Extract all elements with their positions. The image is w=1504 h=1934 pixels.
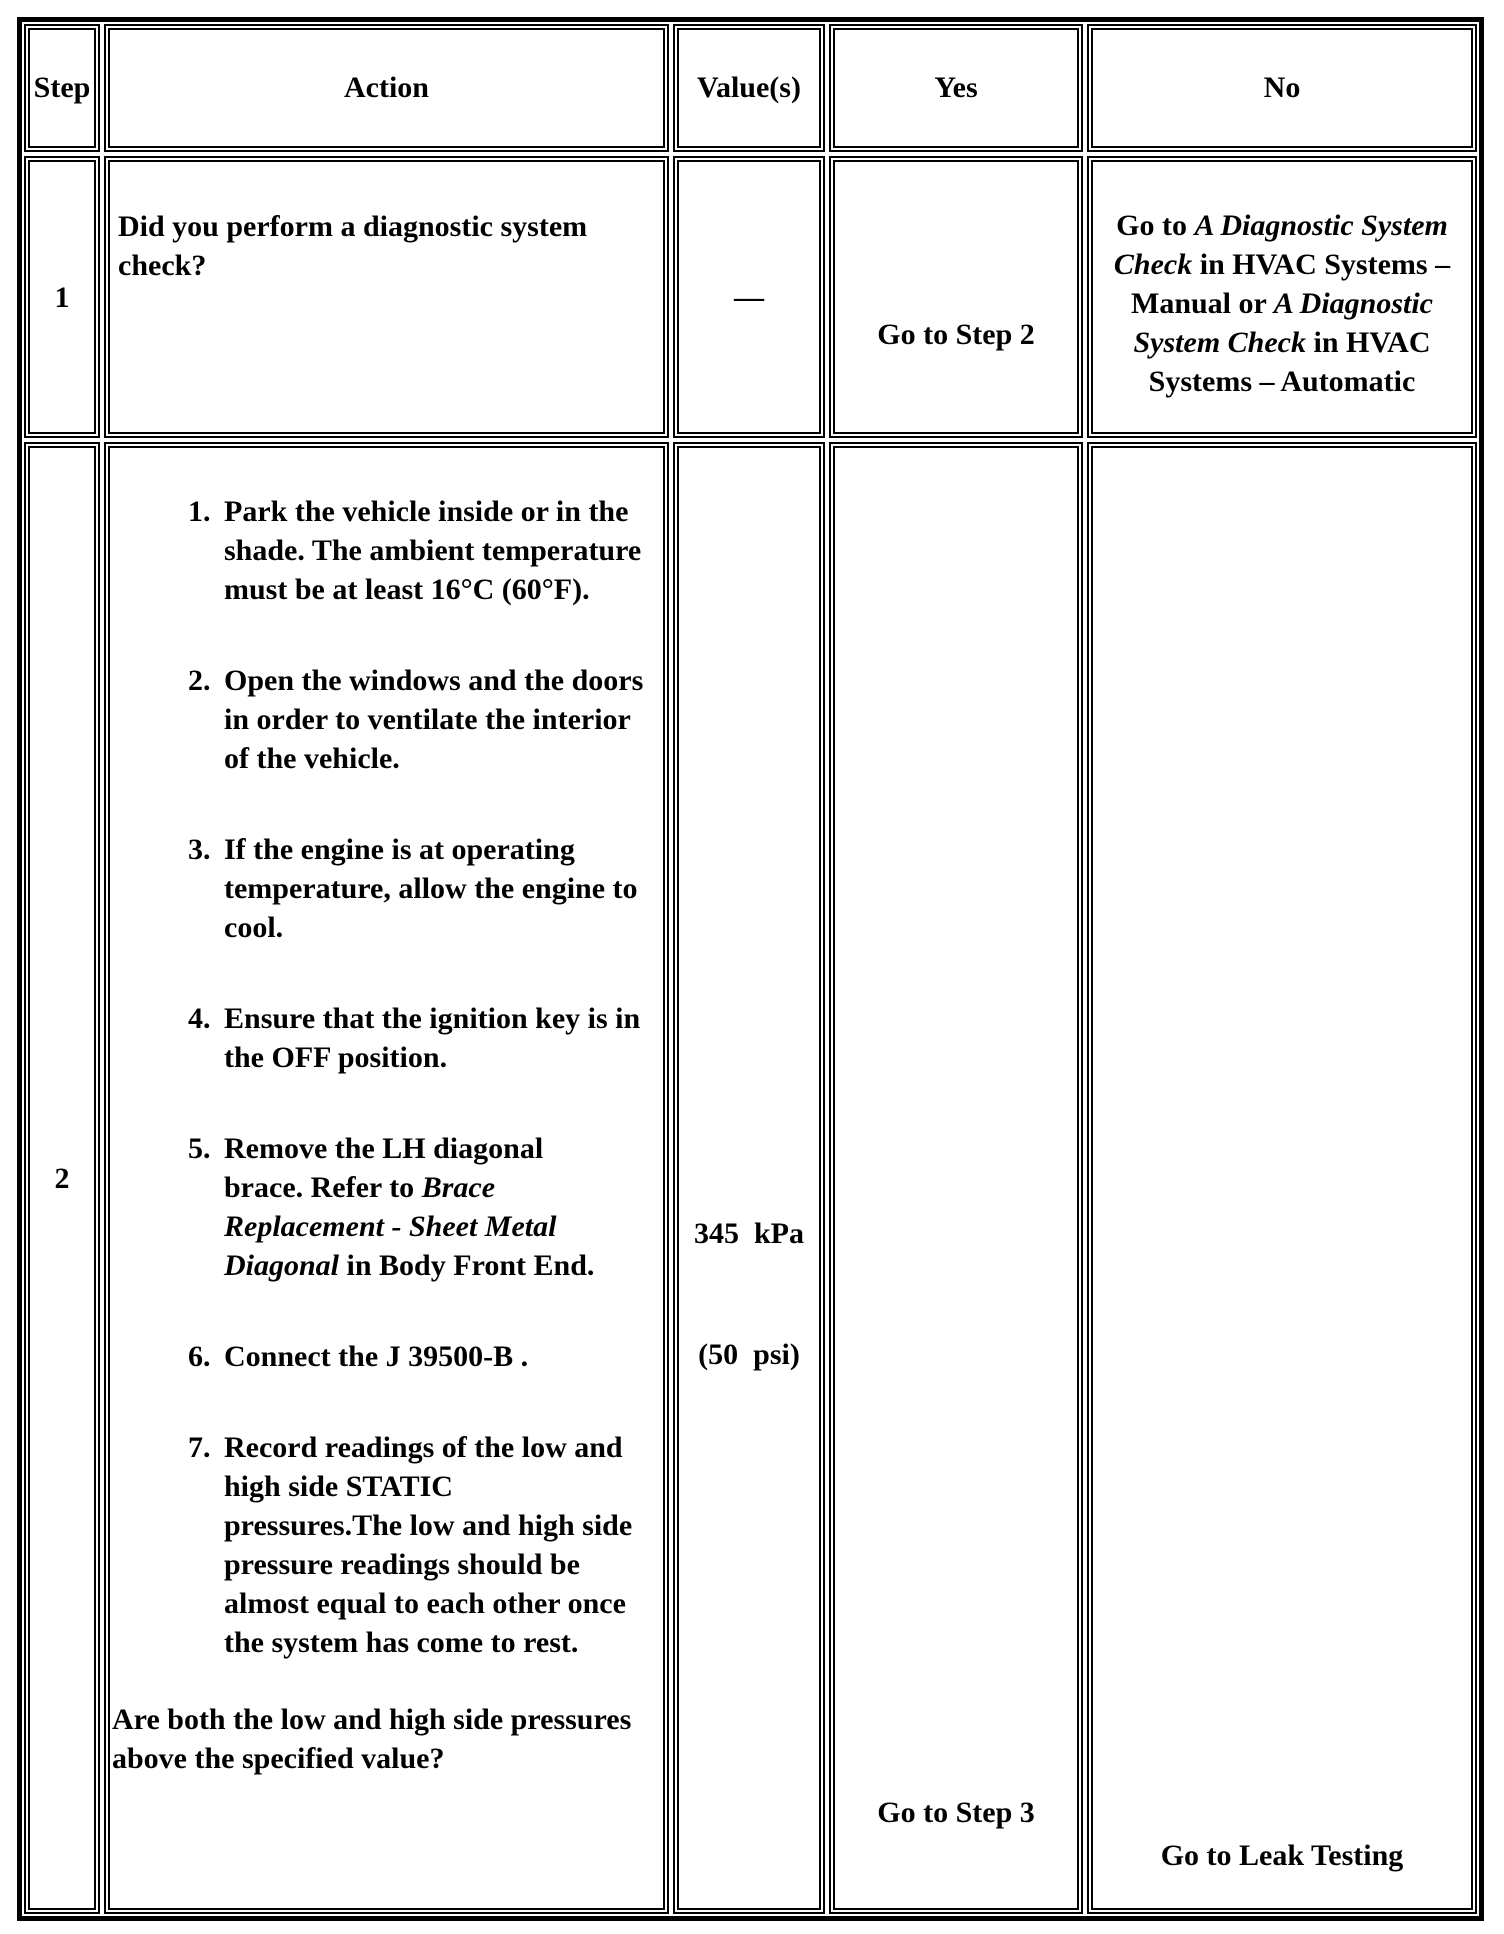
row2-step-number: 2 [54,1161,70,1195]
step-number: 1. [188,495,211,528]
leak-testing-link[interactable]: Go to Leak Testing [1160,1839,1404,1872]
header-yes-label: Yes [934,71,978,104]
value-kpa: 345 kPa [693,1217,804,1250]
diagnostic-system-check-link[interactable]: A Diagnostic System Check [1113,209,1448,281]
diagnostic-system-check-link[interactable]: A Diagnostic System Check [1133,287,1433,359]
procedure-step [188,492,654,609]
row1-yes-link[interactable]: Go to Step 2 [877,318,1035,351]
step-text: Park the vehicle inside or in the shade. The ambient temperature must be at least 16°C (60°F). [224,495,642,606]
row2-yes [829,442,1083,1914]
procedure-step [188,1129,624,1285]
row1-action-text: Did you perform a diagnostic system check? [118,210,588,282]
row2-step [24,442,100,1914]
step-number: 5. [188,1132,211,1165]
step-text: Open the windows and the doors in order to ventilate the interior of the vehicle. [224,664,644,775]
step-number: 3. [188,833,211,866]
row1-step-number: 1 [54,280,70,314]
row1-value-text: — [734,280,764,314]
row1-step [24,156,100,438]
header-yes [829,24,1083,152]
row2-no [1087,442,1477,1914]
step-text: Ensure that the ignition key is in the OFF position. [224,1002,641,1074]
step-text: Connect the J 39500-B . [224,1340,529,1373]
step-number: 2. [188,664,211,697]
header-action-label: Action [344,71,429,104]
procedure-step [188,1428,634,1662]
row2-value [673,442,825,1914]
header-step-label: Step [33,71,91,104]
row1-no-text-1: Go to [1116,209,1195,242]
header-step [24,24,100,152]
step-text: If the engine is at operating temperature, allow the engine to cool. [224,833,638,944]
row2-action [104,442,669,1914]
row2-yes-link[interactable]: Go to Step 3 [877,1796,1035,1829]
row1-action [104,156,669,438]
procedure-step [188,661,654,778]
step-text: in Body Front End. [339,1249,595,1282]
row1-no [1087,156,1477,438]
procedure-step [188,999,654,1077]
header-action [104,24,669,152]
step-number: 4. [188,1002,211,1035]
brace-replacement-link[interactable]: Brace Replacement - Sheet Metal Diagonal [224,1171,557,1282]
value-psi: (50 psi) [698,1338,800,1371]
step-text: Record readings of the low and high side STATIC pressures.The low and high side pressure readings should be almost equal to each other once the system has come to rest. [224,1431,633,1659]
row2-question: Are both the low and high side pressures above the specified value? [112,1703,632,1775]
step-number: 6. [188,1340,211,1373]
header-values [673,24,825,152]
header-no-label: No [1263,71,1301,104]
row1-no-text-3: in HVAC Systems – Automatic [1148,326,1431,398]
procedure-step [188,1337,654,1376]
procedure-step [188,830,654,947]
row1-yes [829,156,1083,438]
row1-value [673,156,825,438]
header-no [1087,24,1477,152]
row1-no-text-2: in HVAC Systems – Manual or [1131,248,1451,320]
step-text: Remove the LH diagonal brace. Refer to [224,1132,544,1204]
header-values-label: Value(s) [697,71,801,104]
step-number: 7. [188,1431,211,1464]
procedure-steps-list [110,492,663,1662]
